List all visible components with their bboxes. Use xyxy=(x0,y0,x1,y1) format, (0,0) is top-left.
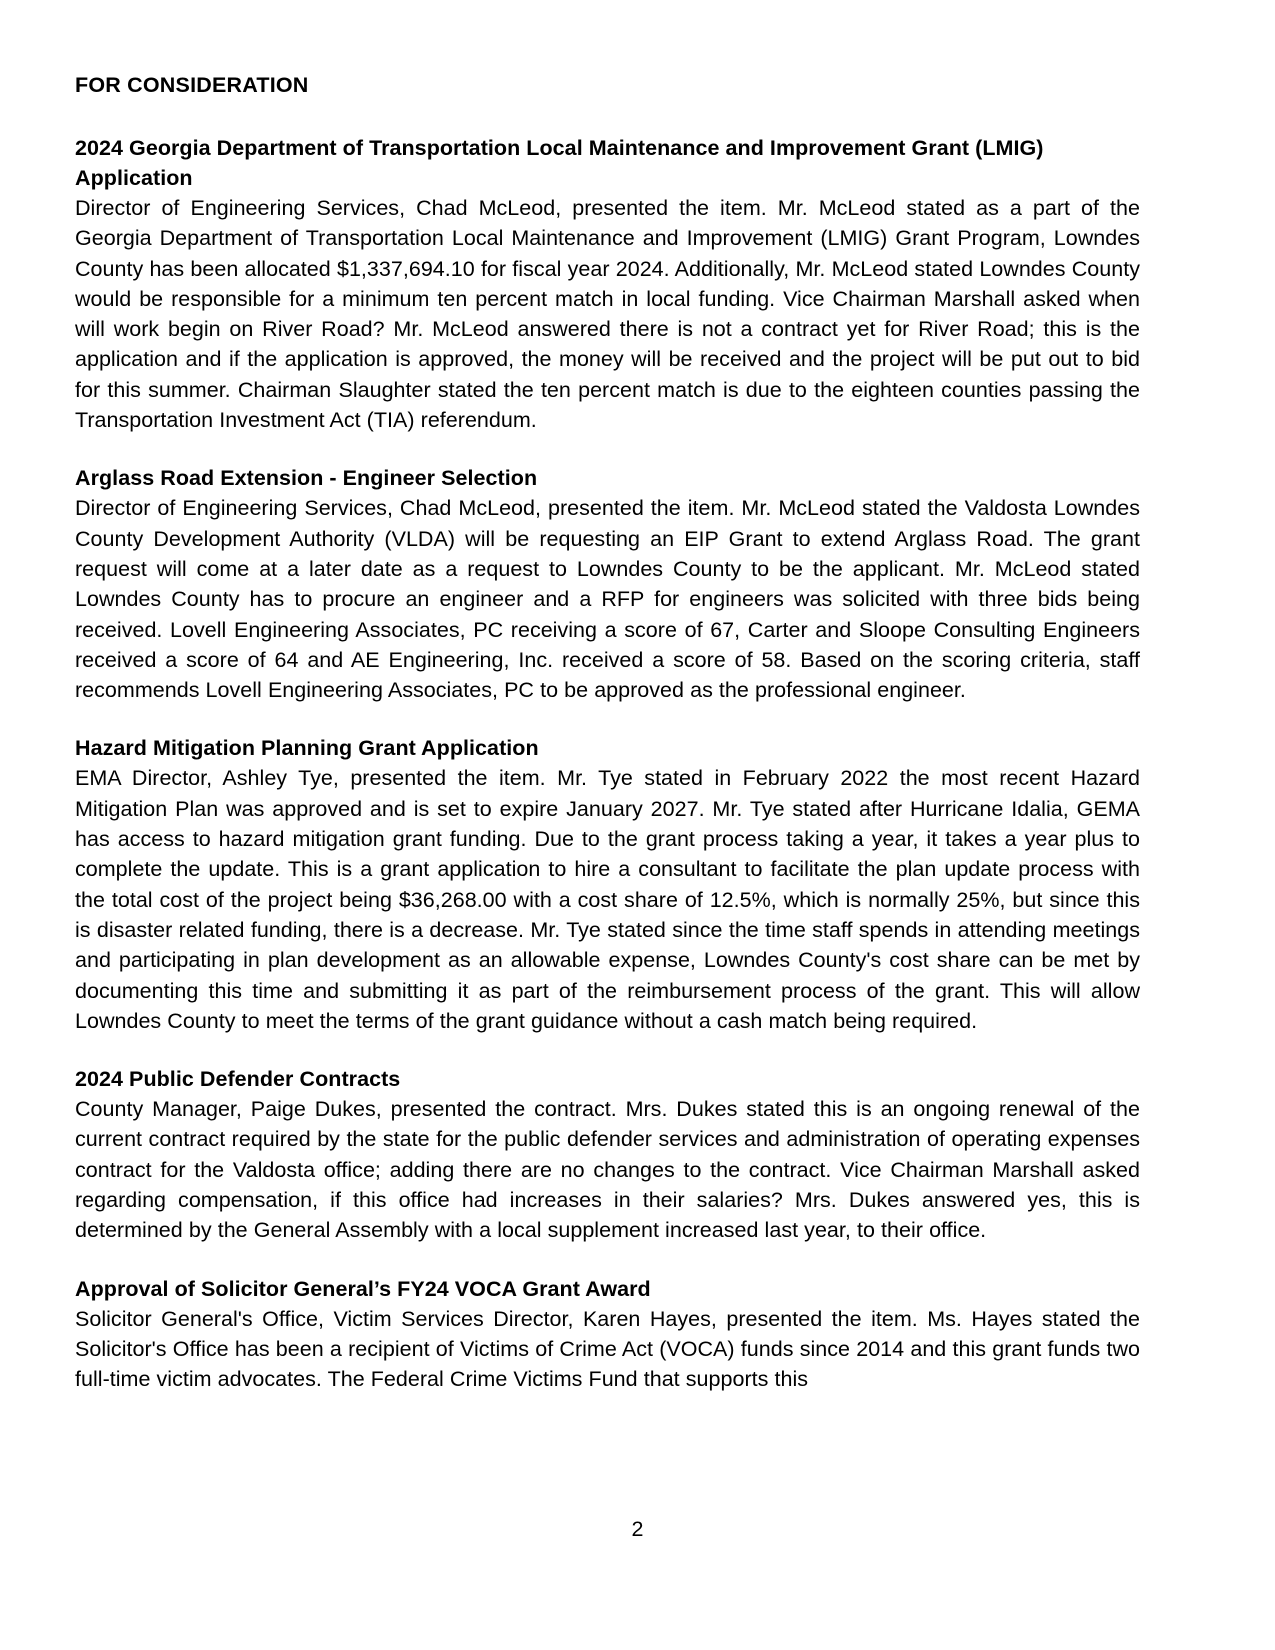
section-heading: 2024 Public Defender Contracts xyxy=(75,1067,401,1092)
page-number: 2 xyxy=(631,1517,644,1541)
section-paragraph: EMA Director, Ashley Tye, presented the item. Mr. Tye stated in February 2022 the most recent Hazard Mitigation Plan was approved and is set to expire January 2027. Mr. Tye stated after Hurricane Idalia, GEMA has access to hazard mitigation grant funding. Due to the grant process taking a year, it takes a year plus to complete the update. This is a grant application to hire a consultant to facilitate the plan update process with the total cost of the project being $36,268.00 with a cost share of 12.5%, which is normally 25%, but since this is disaster related funding, there is a decrease. Mr. Tye stated since the time staff spends in attending meetings and participating in plan development as an allowable expense, Lowndes County's cost share can be met by documenting this time and submitting it as part of the reimbursement process of the grant. This will allow Lowndes County to meet the terms of the grant guidance without a cash match being required. xyxy=(75,766,1140,1033)
section-heading: Hazard Mitigation Planning Grant Application xyxy=(75,736,539,761)
section-heading: 2024 Georgia Department of Transportation Local Maintenance and Improvement Grant (LMIG) Application xyxy=(75,136,1044,190)
section-public-defender-contracts xyxy=(75,1064,1140,1245)
page-title: FOR CONSIDERATION xyxy=(75,73,309,97)
section-paragraph: Director of Engineering Services, Chad McLeod, presented the item. Mr. McLeod stated as a part of the Georgia Department of Transportation Local Maintenance and Improvement (LMIG) Grant Program, Lowndes County has been allocated $1,337,694.10 for fiscal year 2024. Additionally, Mr. McLeod stated Lowndes County would be responsible for a minimum ten percent match in local funding. Vice Chairman Marshall asked when will work begin on River Road? Mr. McLeod answered there is not a contract yet for River Road; this is the application and if the application is approved, the money will be received and the project will be put out to bid for this summer. Chairman Slaughter stated the ten percent match is due to the eighteen counties passing the Transportation Investment Act (TIA) referendum. xyxy=(75,196,1140,433)
section-paragraph: Solicitor General's Office, Victim Services Director, Karen Hayes, presented the item. Ms. Hayes stated the Solicitor's Office has been a recipient of Victims of Crime Act (VOCA) funds since 2014 and this grant funds two full-time victim advocates. The Federal Crime Victims Fund that supports this xyxy=(75,1306,1140,1392)
section-arglass-road-extension xyxy=(75,463,1140,705)
section-voca-grant-award xyxy=(75,1274,1140,1395)
section-lmig-application xyxy=(75,133,1140,435)
section-heading: Arglass Road Extension - Engineer Selection xyxy=(75,466,538,491)
section-hazard-mitigation-grant xyxy=(75,733,1140,1036)
document-body xyxy=(75,70,1140,1395)
section-paragraph: Director of Engineering Services, Chad McLeod, presented the item. Mr. McLeod stated the Valdosta Lowndes County Development Authority (VLDA) will be requesting an EIP Grant to extend Arglass Road. The grant request will come at a later date as a request to Lowndes County to be the applicant. Mr. McLeod stated Lowndes County has to procure an engineer and a RFP for engineers was solicited with three bids being received. Lovell Engineering Associates, PC receiving a score of 67, Carter and Sloope Consulting Engineers received a score of 64 and AE Engineering, Inc. received a score of 58. Based on the scoring criteria, staff recommends Lovell Engineering Associates, PC to be approved as the professional engineer. xyxy=(75,496,1140,703)
section-heading: Approval of Solicitor General’s FY24 VOCA Grant Award xyxy=(75,1276,651,1301)
section-paragraph: County Manager, Paige Dukes, presented the contract. Mrs. Dukes stated this is an ongoing renewal of the current contract required by the state for the public defender services and administration of operating expenses contract for the Valdosta office; adding there are no changes to the contract. Vice Chairman Marshall asked regarding compensation, if this office had increases in their salaries? Mrs. Dukes answered yes, this is determined by the General Assembly with a local supplement increased last year, to their office. xyxy=(75,1097,1140,1243)
